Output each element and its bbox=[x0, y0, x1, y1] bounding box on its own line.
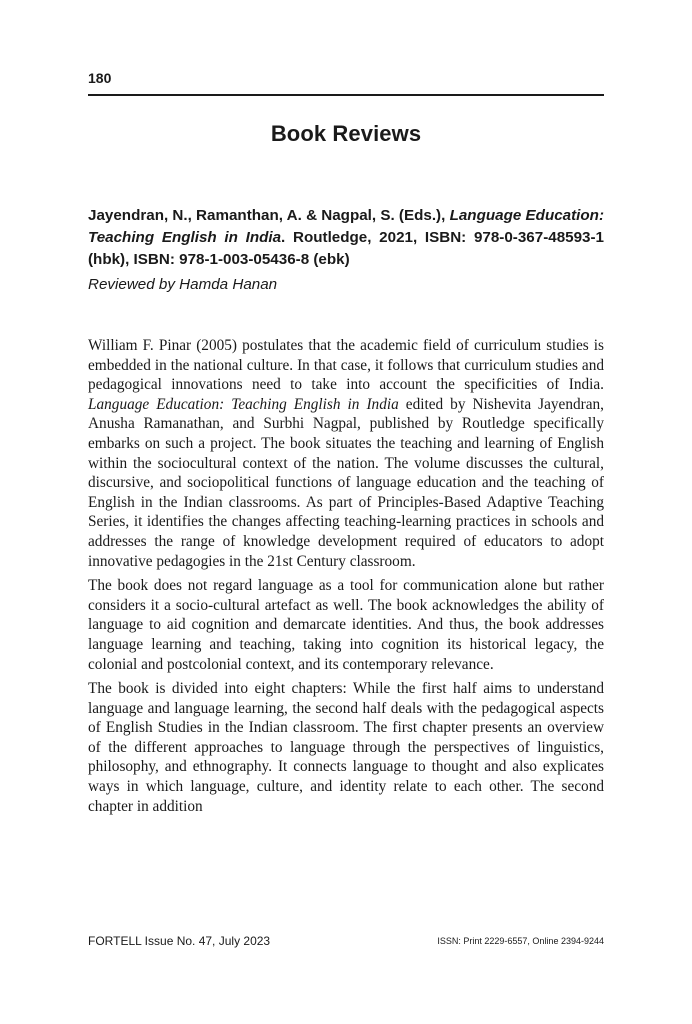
citation-book-title: Language Education: Teaching English in India bbox=[88, 207, 604, 246]
paragraph-3: The book is divided into eight chapters: While the first half aims to understand language and language learning, the second half deals with the pedagogical aspects of English Studies in the Indian classroom. The first chapter presents an overview of the different approaches to language through the perspectives of linguistics, philosophy, and ethnography. It connects language to thought and also explicates ways in which language, culture, and identity relate to each other. The second chapter in addition bbox=[88, 680, 604, 815]
paragraph-1-text-a: William F. Pinar (2005) postulates that the academic field of curriculum studies is embedded in the national culture. In that case, it follows that curriculum studies and pedagogical innovations need to take into account the specificities of India. bbox=[88, 337, 604, 394]
paragraph-1 bbox=[88, 336, 604, 571]
header-divider bbox=[88, 94, 604, 96]
book-citation bbox=[88, 205, 604, 271]
citation-authors: Jayendran, N., Ramanthan, A. & Nagpal, S. (Eds.), bbox=[88, 207, 450, 224]
citation-publication: . Routledge, 2021, ISBN: 978-0-367-48593-1 (hbk), ISBN: 978-1-003-05436-8 (ebk) bbox=[88, 229, 604, 268]
paragraph-1-book-title: Language Education: Teaching English in India bbox=[88, 395, 399, 413]
footer-issn: ISSN: Print 2229-6557, Online 2394-9244 bbox=[437, 936, 604, 946]
page-number: 180 bbox=[88, 70, 112, 86]
review-body bbox=[88, 336, 604, 821]
paragraph-1-text-b: edited by Nishevita Jayendran, Anusha Ramanathan, and Surbhi Nagpal, published by Routledge specifically embarks on such a project. The book situates the teaching and learning of English within the sociocultural context of the nation. The volume discusses the cultural, discursive, and sociopolitical functions of language education and the teaching of English in the Indian classrooms. As part of Principles-Based Adaptive Teaching Series, it identifies the changes affecting teaching-learning practices in schools and addresses the range of knowledge development required of educators to adopt innovative pedagogies in the 21st Century classroom. bbox=[88, 395, 604, 570]
footer-journal-issue: FORTELL Issue No. 47, July 2023 bbox=[88, 934, 271, 948]
paragraph-2: The book does not regard language as a tool for communication alone but rather considers it a socio-cultural artefact as well. The book acknowledges the ability of language to aid cognition and demarcate identities. And thus, the book addresses language learning and teaching, taking into cognition its historical legacy, the colonial and postcolonial context, and its contemporary relevance. bbox=[88, 577, 604, 673]
section-title: Book Reviews bbox=[270, 121, 422, 146]
reviewer-byline: Reviewed by Hamda Hanan bbox=[88, 276, 278, 293]
